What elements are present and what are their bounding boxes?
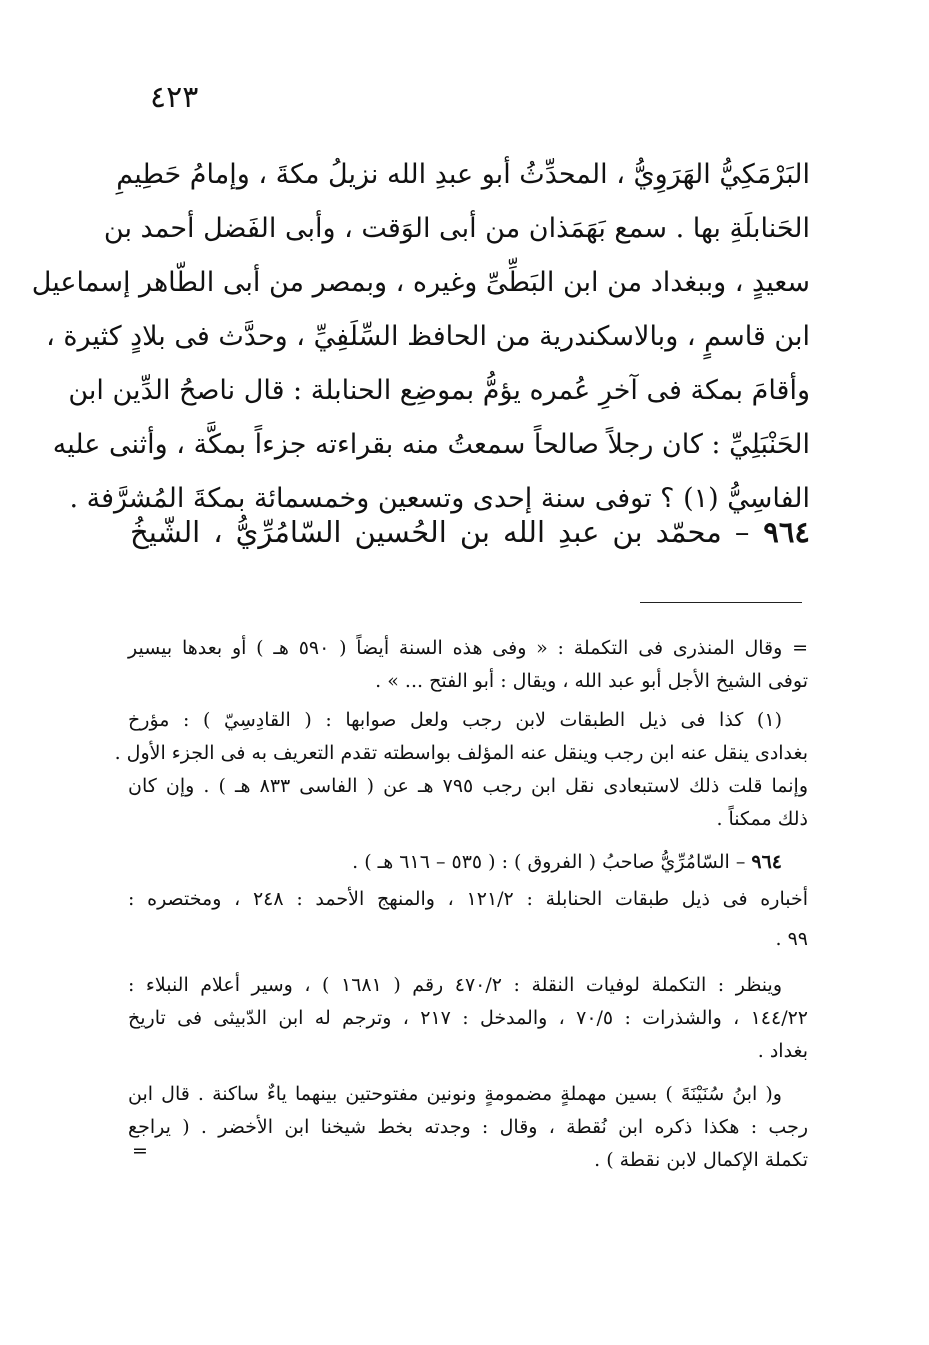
footnote-line: وإنما قلت ذلك لاستبعادى نقل ابن رجب ٧٩٥ هـ عن ( الفاسى ٨٣٣ هـ ) . وإن كان: [128, 775, 808, 797]
footnote-line: ذلك ممكناً .: [716, 808, 808, 830]
entry-heading: [130, 505, 810, 559]
main-text-line: وأقامَ بمكة فى آخرِ عُمره يؤمُّ بموضِع الحنابلة : قال ناصحُ الدِّين ابن: [68, 375, 810, 406]
continuation-mark: =: [132, 1140, 148, 1162]
footnote-line: (١) كذا فى ذيل الطبقات لابن رجب ولعل صوابها : ( القادِسِيّ ) : مؤرخ: [128, 709, 782, 731]
footnote-line: رجب : هكذا ذكره ابن نُقطة ، وقال : وجدته بخط شيخنا ابن الأخضر . ( يراجع: [128, 1116, 808, 1138]
footnote-line: = وقال المنذرى فى التكملة : « وفى هذه السنة أيضاً ( ٥٩٠ هـ ) أو بعدها بيسير: [128, 637, 808, 659]
main-text: [31, 148, 810, 526]
footnote-continuation: [128, 632, 808, 698]
footnote-line: أخباره فى ذيل طبقات الحنابلة : ١٢١/٢ ، والمنهج الأحمد : ٢٤٨ ، ومختصره :: [128, 888, 808, 910]
footnote-separator: [640, 602, 802, 603]
footnote-line: تكملة الإكمال لابن نقطة ) .: [594, 1149, 808, 1171]
footnote-line: و( ابنُ سُنَيْنَةَ ) بسين مهملةٍ مضمومةٍ ونونين مفتوحتين بينهما ياءٌ ساكنة . قال ابن: [128, 1083, 782, 1105]
entry-title: – محمّد بن عبدِ الله بن الحُسين السّامُرِّيُّ ، الشّيخُ: [130, 515, 750, 549]
main-text-line: سعيدٍ ، وببغداد من ابن البَطِّىِّ وغيره ، وبمصر من أبى الطّاهر إسماعيل: [31, 267, 810, 298]
footnote-line: وينظر : التكملة لوفيات النقلة : ٤٧٠/٢ رقم ( ١٦٨١ ) ، وسير أعلام النبلاء :: [128, 974, 782, 996]
footnote-sunaynah: [128, 1078, 808, 1177]
footnote-line: توفى الشيخ الأجل أبو عبد الله ، ويقال : أبو الفتح ... » .: [375, 670, 808, 692]
footnote-entry-number: ٩٦٤: [751, 851, 782, 873]
main-text-line: البَرْمَكِيُّ الهَرَوِيُّ ، المحدِّثُ أبو عبدِ الله نزيلُ مكةَ ، وإمامُ حَطِيمِ: [116, 159, 810, 190]
main-text-line: ابن قاسمٍ ، وبالاسكندرية من الحافظ السِّلَفِيِّ ، وحدَّث فى بلادٍ كثيرة ،: [46, 321, 810, 352]
footnote-line: ٩٩ .: [775, 928, 808, 950]
footnote-entry-heading: [128, 846, 808, 879]
footnote-see-also: [128, 969, 808, 1068]
footnote-line: بغدادى ينقل عنه ابن رجب وينقل عنه المؤلف بواسطته تقدم التعريف به فى الجزء الأول .: [114, 742, 808, 764]
footnote-1: [114, 704, 808, 836]
footnotes: [114, 632, 809, 1187]
footnote-line: ١٤٤/٢٢ ، والشذرات : ٧٠/٥ ، والمدخل : ٢١٧ ، وترجم له ابن الدّبيثى فى تاريخ: [128, 1007, 809, 1029]
footnote-line: بغداد .: [757, 1040, 808, 1062]
footnote-entry-title: – السّامُرِّيُّ صاحبُ ( الفروق ) : ( ٥٣٥ – ٦١٦ هـ ) .: [352, 851, 746, 873]
main-text-line: الحَنابلَةِ بها . سمع بَهَمَذان من أبى الوَقت ، وأبى الفَضل أحمد بن: [103, 213, 810, 244]
page-number: ٤٢٣: [150, 80, 199, 115]
footnote-entry-964: [128, 846, 808, 959]
main-text-line: الفاسِيُّ (١) ؟ توفى سنة إحدى وتسعين وخمسمائة بمكةَ المُشرَّفة .: [69, 483, 810, 514]
main-text-line: الحَنْبَلِيِّ : كان رجلاً صالحاً سمعتُ منه بقراءته جزءاً بمكَّة ، وأثنى عليه: [52, 429, 810, 460]
entry-number: ٩٦٤: [763, 515, 810, 549]
